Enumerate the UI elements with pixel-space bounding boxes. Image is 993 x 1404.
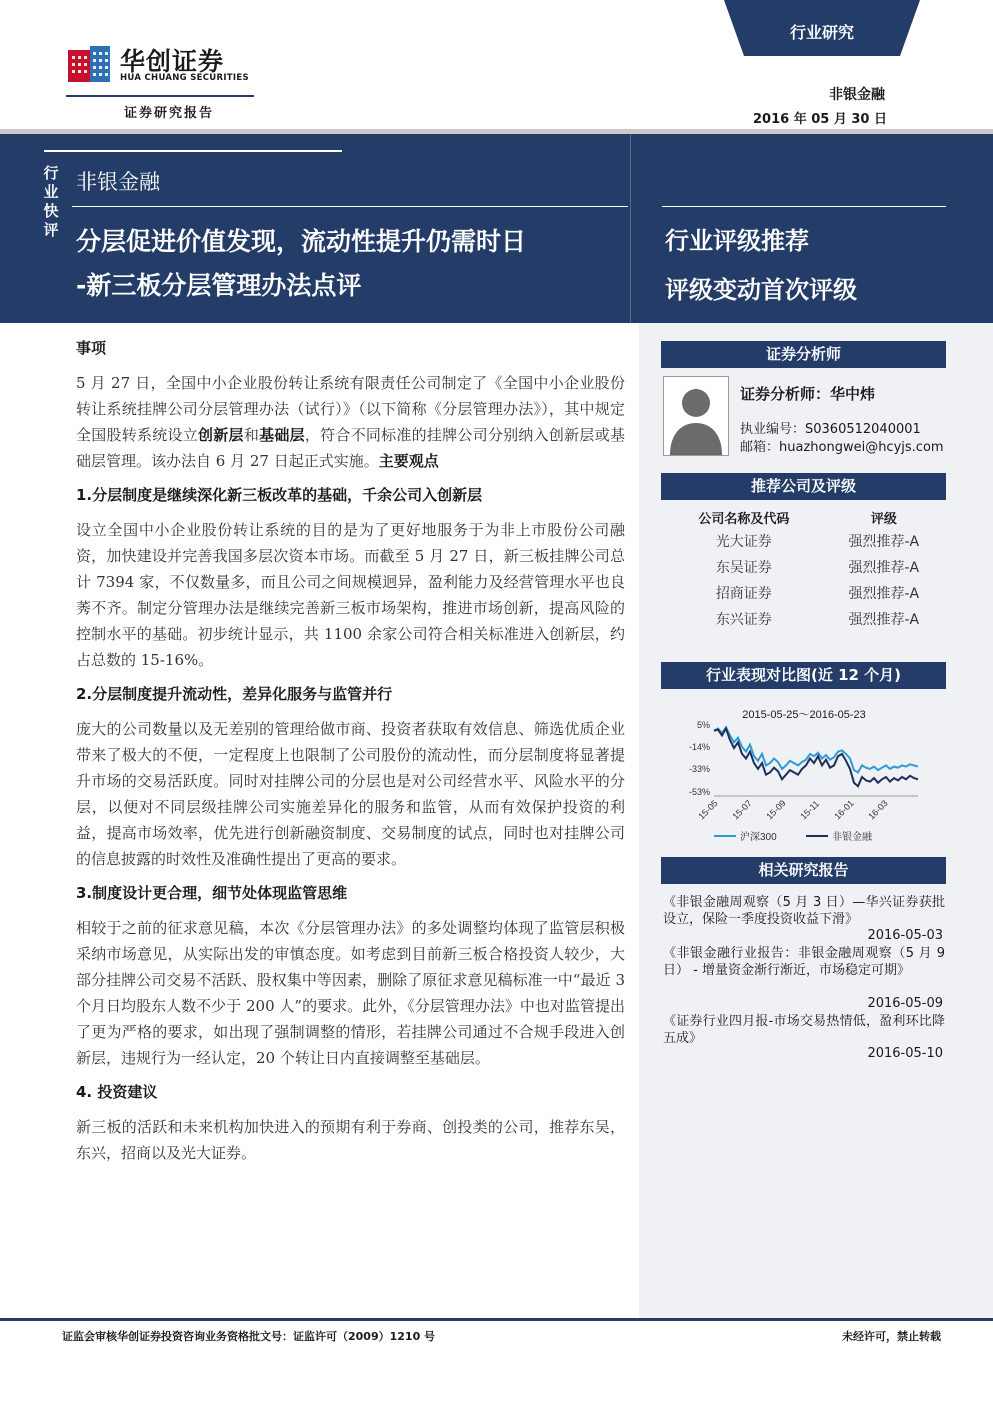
related-report-date: 2016-05-09 bbox=[867, 996, 943, 1011]
analyst-section-header: 证券分析师 bbox=[661, 341, 946, 368]
vertical-char: 快 bbox=[43, 202, 59, 220]
company-name: 东兴证券 bbox=[715, 612, 772, 628]
section-heading: 4. 投资建议 bbox=[76, 1083, 158, 1101]
y-tick-label: -53% bbox=[688, 787, 710, 797]
company-rating: 强烈推荐-A bbox=[848, 586, 920, 602]
vertical-char: 评 bbox=[43, 221, 59, 239]
paragraph-text: ，符合不同标准的挂牌公司分别纳入创新层或基础层管理。该办法自 6 月 27 日起正式实施。 bbox=[76, 426, 625, 470]
brand-name-cn: 华创证券 bbox=[120, 47, 225, 76]
section-paragraph: 设立全国中小企业股份转让系统的目的是为了更好地服务于为非上市股份公司融资，加快建设并完善我国多层次资本市场。而截至 5 月 27 日，新三板挂牌公司总计 7394 家，不仅数量多，而且公司之间规模迥异，盈利能力及经营管理水平也良莠不齐。制定分管理办法是继续完善新三板市场架构，推进市场创新，提高风险的控制水平的基础。初步统计显示，共 1100 余家公司符合相关标准进入创新层，约占总数的 15-16%。 bbox=[76, 521, 625, 669]
industry-rating: 行业评级推荐 bbox=[665, 227, 809, 255]
report-date: 2016 年 05 月 30 日 bbox=[753, 112, 887, 127]
analyst-license: 执业编号：S0360512040001 bbox=[740, 422, 921, 437]
footer-license: 证监会审核华创证券投资咨询业务资格批文号：证监许可（2009）1210 号 bbox=[62, 1330, 436, 1343]
banner-sector: 非银金融 bbox=[76, 170, 160, 194]
company-rating: 强烈推荐-A bbox=[848, 534, 920, 550]
analyst-avatar bbox=[663, 376, 729, 456]
chart-section-header: 行业表现对比图(近 12 个月) bbox=[661, 662, 946, 689]
related-section-header: 相关研究报告 bbox=[661, 857, 946, 884]
legend-label: 非银金融 bbox=[832, 832, 872, 843]
chart-lines bbox=[714, 727, 918, 786]
performance-chart bbox=[662, 700, 946, 850]
report-category-tag bbox=[724, 0, 920, 56]
main-content bbox=[76, 337, 625, 1176]
report-title: 分层促进价值发现，流动性提升仍需时日 bbox=[76, 227, 527, 256]
banner-rule bbox=[662, 206, 946, 207]
section-paragraph: 庞大的公司数量以及无差别的管理给做市商、投资者获取有效信息、筛选优质企业带来了极大的不便，一定程度上也限制了公司股份的流动性，而分层制度将显著提升市场的交易活跃度。同时对挂牌公司的分层也是对公司经营水平、风险水平的分层，以便对不同层级挂牌公司实施差异化的服务和监管，从而有效保护投资的利益，提高市场效率，优先进行创新融资制度、交易制度的试点，同时也对挂牌公司的信息披露的时效性及准确性提出了更高的要求。 bbox=[76, 720, 625, 868]
person-silhouette-icon bbox=[664, 377, 728, 455]
section-heading: 1.分层制度是继续深化新三板改革的基础，千余公司入创新层 bbox=[76, 486, 483, 504]
rating-change: 评级变动首次评级 bbox=[665, 276, 857, 304]
analyst-name: 证券分析师：华中炜 bbox=[740, 385, 876, 403]
footer-divider bbox=[0, 1318, 993, 1321]
legend-label: 沪深300 bbox=[740, 832, 777, 843]
related-report-date: 2016-05-10 bbox=[867, 1046, 943, 1061]
column-header: 评级 bbox=[870, 511, 897, 527]
x-tick-label: 15-11 bbox=[798, 798, 822, 822]
y-tick-label: -33% bbox=[688, 763, 710, 774]
brand-name-en: HUA CHUANG SECURITIES bbox=[120, 73, 249, 83]
section-heading: 3.制度设计更合理，细节处体现监管思维 bbox=[76, 884, 348, 902]
company-rating: 强烈推荐-A bbox=[848, 612, 920, 628]
series-line bbox=[714, 729, 918, 787]
footer-copyright: 未经许可，禁止转载 bbox=[842, 1330, 941, 1343]
emphasis-text: 基础层 bbox=[259, 426, 305, 444]
related-report-title[interactable]: 《非银金融行业报告：非银金融周观察（5 月 9 日） - 增量资金渐行渐近，市场稳定可期》 bbox=[663, 946, 945, 978]
section-paragraph: 新三板的活跃和未来机构加快进入的预期有利于券商、创投类的公司，推荐东吴，东兴，招商以及光大证券。 bbox=[76, 1118, 625, 1162]
vertical-char: 业 bbox=[43, 183, 59, 201]
x-tick-label: 16-03 bbox=[866, 798, 890, 822]
report-subtitle: -新三板分层管理办法点评 bbox=[76, 271, 362, 300]
company-name: 东吴证券 bbox=[715, 560, 772, 576]
related-report-title[interactable]: 《证券行业四月报-市场交易热情低，盈利环比降五成》 bbox=[663, 1014, 945, 1046]
recommendation-table bbox=[665, 506, 945, 632]
brand-logo-icon bbox=[66, 42, 112, 88]
related-report-title[interactable]: 《非银金融周观察（5 月 3 日）—华兴证券获批设立，保险一季度投资收益下滑》 bbox=[663, 895, 945, 927]
banner-rule bbox=[72, 206, 628, 207]
table-header-row bbox=[665, 506, 945, 528]
chart-axes bbox=[689, 720, 918, 821]
column-header: 公司名称及代码 bbox=[698, 511, 790, 527]
emphasis-text: 创新层 bbox=[198, 426, 244, 444]
recommendation-section-header: 推荐公司及评级 bbox=[661, 473, 946, 500]
company-name: 光大证券 bbox=[715, 534, 772, 550]
table-row bbox=[665, 580, 945, 606]
header-sector: 非银金融 bbox=[829, 87, 885, 103]
x-tick-label: 15-05 bbox=[696, 798, 720, 822]
table-row bbox=[665, 528, 945, 554]
vertical-char: 行 bbox=[43, 164, 59, 182]
section-paragraph: 相较于之前的征求意见稿，本次《分层管理办法》的多处调整均体现了监管层积极采纳市场意见，从实际出发的审慎态度。如考虑到目前新三板合格投资人较少，大部分挂牌公司交易不活跃、股权集中等因素，删除了原征求意见稿标准一中“最近 3 个月日均股东人数不少于 200 人”的要求。此外，《分层管理办法》中也对监管提出了更为严格的要求，如出现了强制调整的情形，若挂牌公司通过不合规手段进入创新层，违规行为一经认定，20 个转让日内直接调整至基础层。 bbox=[76, 919, 625, 1067]
analyst-email[interactable]: 邮箱：huazhongwei@hcyjs.com bbox=[740, 440, 944, 455]
chart-title: 2015-05-25～2016-05-23 bbox=[742, 709, 866, 721]
x-tick-label: 15-07 bbox=[730, 798, 754, 822]
y-tick-label: -14% bbox=[688, 741, 710, 752]
x-tick-label: 16-01 bbox=[832, 798, 856, 822]
header-divider bbox=[66, 95, 254, 97]
tag-label: 行业研究 bbox=[789, 23, 854, 42]
series-line bbox=[714, 727, 918, 772]
company-rating: 强烈推荐-A bbox=[848, 560, 920, 576]
x-tick-label: 15-09 bbox=[764, 798, 788, 822]
section-heading: 事项 bbox=[76, 339, 107, 357]
y-tick-label: 5% bbox=[696, 720, 710, 730]
related-report-date: 2016-05-03 bbox=[867, 928, 943, 943]
table-row bbox=[665, 606, 945, 632]
banner-divider bbox=[630, 134, 631, 323]
title-banner bbox=[0, 134, 993, 323]
key-points-label: 主要观点 bbox=[378, 452, 439, 470]
brand-logo bbox=[66, 42, 256, 92]
banner-rule bbox=[44, 150, 342, 152]
paragraph-text: 和 bbox=[243, 426, 260, 444]
chart-legend bbox=[714, 830, 873, 843]
company-name: 招商证券 bbox=[715, 586, 772, 602]
event-paragraph bbox=[76, 370, 625, 474]
section-heading: 2.分层制度提升流动性，差异化服务与监管并行 bbox=[76, 685, 393, 703]
table-row bbox=[665, 554, 945, 580]
report-type: 证券研究报告 bbox=[124, 106, 215, 121]
performance-chart-svg bbox=[662, 700, 946, 850]
report-kind-vertical bbox=[41, 164, 61, 240]
paragraph-text: 5 月 27 日，全国中小企业股份转让系统有限责任公司制定了《全国中小企业股份转让系统挂牌公司分层管理办法（试行）》（以下简称《分层管理办法》），其中规定全国股转系统设立 bbox=[76, 374, 625, 444]
